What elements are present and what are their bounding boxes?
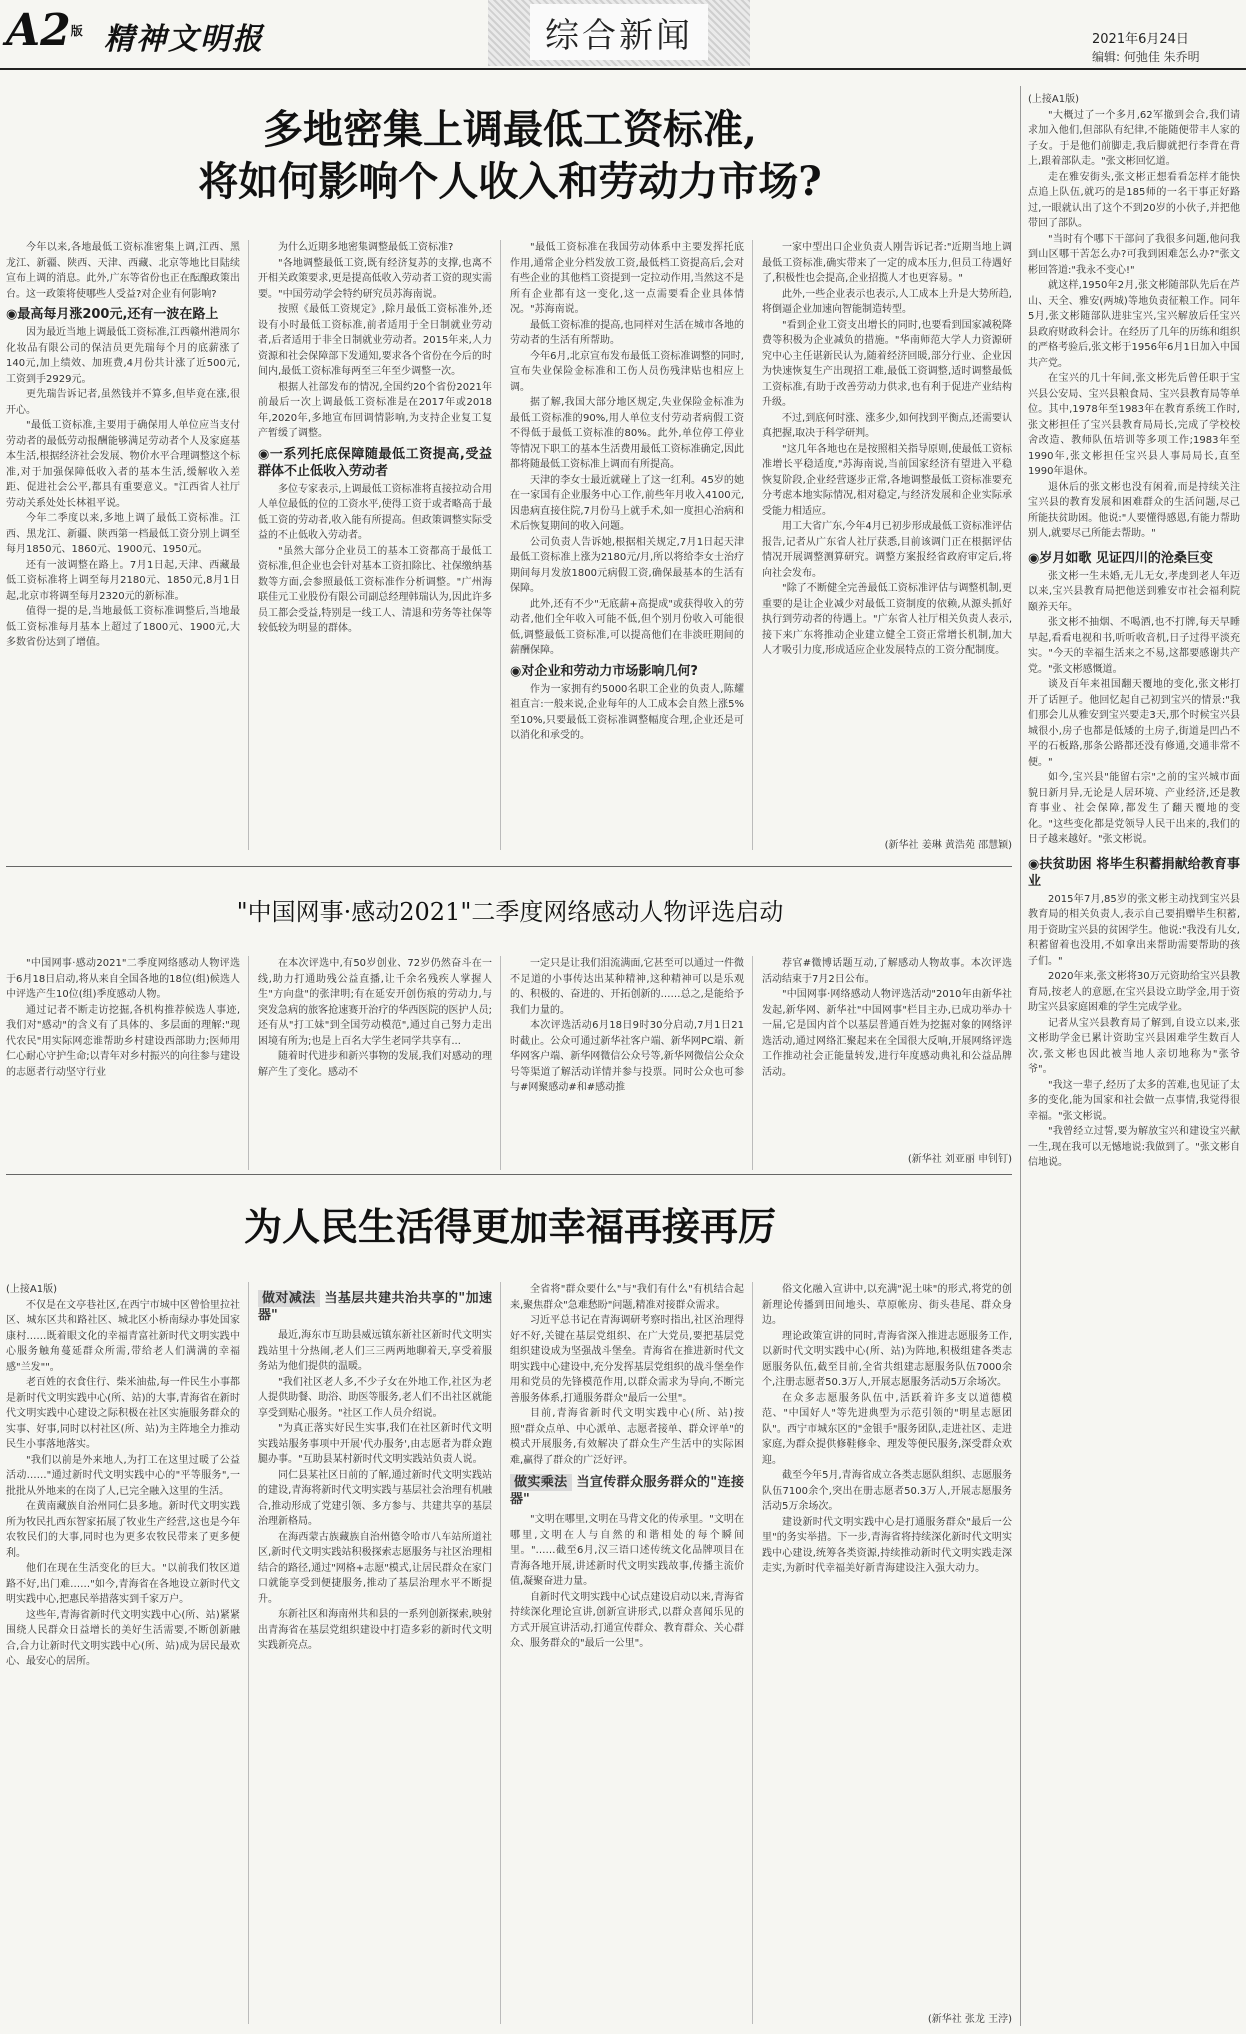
article3-byline: (新华社 张龙 王浡)	[927, 2014, 1012, 2025]
article2-paragraph: 通过记者不断走访挖掘,各机构推荐候选人事迹,我们对"感动"的含义有了具体的、多层面的理解:"现代农民"用实际网恋谁帮助乡村建设西部助力;医师用仁心耐心守护生命;以青年对乡村振兴的向往参与建设的志愿者行动坚守行业	[6, 1004, 240, 1078]
article1-paragraph: 此外,一些企业表示也表示,人工成本上升是大势所趋,将倒逼企业加速向智能制造转型。	[762, 288, 1012, 315]
article2-byline: (新华社 刘亚丽 申钊钉)	[907, 1154, 1012, 1165]
article-divider	[6, 866, 1012, 867]
article2-paragraph: 在本次评选中,有50岁创业、72岁仍然奋斗在一线,助力打通助残公益直播,让千余名残疾人掌握人生"方向盘"的张津明;有在延安开创伤痕的劳动力,与突发急病的旅客抢速赛开治疗的华西医院的医护人员;还有从"打工妹"到全国劳动模范",通过自己努力走出困境有所为;也是上百名大学生老同学共享有...	[258, 958, 492, 1047]
section-banner-box	[530, 4, 708, 60]
article1-headline-line2: 将如何影响个人收入和劳动力市场?	[198, 158, 822, 205]
article1-paragraph: "看到企业工资支出增长的同时,也要看到国家减税降费等积极为企业减负的措施。"华南师范大学人力资源研究中心主任谌新民认为,随着经济回暖,部分行业、企业因为快速恢复生产出现招工难,最低工资调整,适时调整最低工资标准,有助于改善劳动力供求,也有利于促进产业结构升级。	[762, 319, 1012, 408]
article1-col1	[6, 240, 240, 850]
article1-headline	[0, 104, 1020, 208]
article3-col3	[510, 1282, 744, 2024]
article2-paragraph: 随着时代进步和新兴事物的发展,我们对感动的理解产生了变化。感动不	[258, 1051, 492, 1078]
article3-subhead-2-text: 当宣传群众服务群众的"连接器"	[510, 1475, 744, 1507]
sidebar-paragraph: 就这样,1950年2月,张文彬随部队先后在芦山、天全、雅安(两城)等地负责征粮工作。同年5月,张文彬随部队进驻宝兴,宝兴解放后任宝兴县政府财政科会计。在经历了几年的历练和组织的严格考验后,张文彬于1956年6月1日加入中国共产党。	[1028, 280, 1240, 369]
header-rule	[0, 68, 1246, 70]
article2-col3	[510, 956, 744, 1170]
sidebar-paragraph: "我曾经立过誓,要为解放宝兴和建设宝兴献一生,现在我可以无憾地说:我做到了。"张文彬自信地说。	[1028, 1126, 1240, 1168]
issue-date: 2021年6月24日	[1092, 32, 1189, 47]
article1-subhead-2: ◉ 一系列托底保障随最低工资提高,受益群体不止低收入劳动者	[258, 446, 492, 480]
article3-paragraph: 他们在现在生活变化的巨大。"以前我们牧区道路不好,出门难……"如今,青海省在各地设立新时代文明实践中心,把惠民举措落实到千家万户。	[6, 1563, 240, 1605]
article1-paragraph: 多位专家表示,上调最低工资标准将直接拉动合用人单位最低的位的工资水平,使得工资于或者略高于最低工资的劳动者,收入能有所提高。但政策调整实际受益的不止低收入劳动者。	[258, 483, 492, 541]
article1-paragraph: 值得一提的是,当地最低工资标准调整后,当地最低工资标准每月基本上超过了1800元、1900元,大多数省份达到了增值。	[6, 606, 240, 648]
article1-paragraph: 因为最近当地上调最低工资标准,江西赣州港周尔化妆品有限公司的保洁员更先瑞每个月的底薪涨了140元,加上绩效、加班费,4月份共计涨了近500元,工资到手2929元。	[6, 327, 240, 385]
section-title: 综合新闻	[545, 15, 693, 56]
article3-col2	[258, 1290, 492, 2024]
article2-col4	[762, 956, 1012, 1146]
article3-paragraph: 俗文化融入宣讲中,以充满"泥土味"的形式,将党的创新理论传播到田间地头、草原帐房、街头巷尾、群众身边。	[762, 1284, 1012, 1326]
article3-paragraph: 老百姓的衣食住行、柴米油盐,每一件民生小事都是新时代文明实践中心(所、站)的大事,青海省在新时代文明实践中心建设之际积极在社区实施服务群众的实事、好事,同时以村社区(所、站)为主阵地全力推动民生小事落地落实。	[6, 1377, 240, 1450]
article3-paragraph: 在众多志愿服务队伍中,活跃着许多支以道德模范、"中国好人"等先进典型为示范引领的"明星志愿团队"。西宁市城东区的"金银手"服务团队,走进社区、走进家庭,为群众提供修鞋修伞、理发等便民服务,深受群众欢迎。	[762, 1392, 1012, 1466]
article1-paragraph: 天津的李女士最近就碰上了这一红利。45岁的她在一家国有企业服务中心工作,前些年月收入4100元,因患病直接住院,7月份马上就手术,如一度担心治病和术后恢复期间的收入问题。	[510, 474, 744, 532]
sidebar-paragraph: 退休后的张文彬也没有闲着,而是持续关注宝兴县的教育发展和困难群众的生活问题,尽己所能扶贫助困。他说:"人要懂得感恩,有能力帮助别人,就要尽己所能去帮助。"	[1028, 481, 1240, 539]
sidebar-paragraph: 如今,宝兴县"能留右宗"之前的宝兴城市面貌日新月异,无论是人居环境、产业经济,还是教育事业、社会保障,都发生了翻天覆地的变化。"这些变化都是党领导人民干出来的,我们的日子越来越好。"张文彬说。	[1028, 772, 1240, 845]
column-rule	[752, 240, 753, 850]
article1-byline: (新华社 姜琳 黄浩苑 邵慧颖)	[884, 840, 1012, 851]
column-rule	[248, 240, 249, 850]
column-rule	[500, 1282, 501, 2024]
article3-headline: 为人民生活得更加幸福再接再厉	[243, 1204, 776, 1249]
article3-subhead-1-text: 当基层共建共治共享的"加速器"	[258, 1291, 492, 1323]
sidebar-subhead-1: ◉ 岁月如歌 见证四川的沧桑巨变	[1028, 550, 1240, 567]
page-number-suffix: 版	[70, 24, 83, 38]
article1-subhead-1: ◉ 最高每月涨200元,还有一波在路上	[6, 306, 240, 323]
sidebar-paragraph: 记者从宝兴县教育局了解到,自设立以来,张文彬助学金已累计资助宝兴县困难学生数百人次,张文彬也因此被当地人亲切地称为"张爷爷"。	[1028, 1017, 1240, 1075]
article1-paragraph: 作为一家拥有约5000名职工企业的负责人,陈耀祖直言:一般来说,企业每年的人工成本会自然上涨5%至10%,只要最低工资标准调整幅度合理,企业还是可以消化和承受的。	[510, 683, 744, 741]
article1-paragraph: "最低工资标准在我国劳动体系中主要发挥托底作用,通常企业分档发放工资,最低档工资提高后,会对有些企业的其他档工资提到一定拉动作用,当然这不是所有企业都有这一变化,这一点需要看企业具体情况。"苏海南说。	[510, 242, 744, 315]
article3-continued: (上接A1版)	[6, 1284, 58, 1295]
article3-col4	[762, 1282, 1012, 2002]
article1-paragraph: 据了解,我国大部分地区规定,失业保险金标准为最低工资标准的90%,用人单位支付劳动者病假工资不得低于最低工资标准的80%。此外,单位停工停业等情况下职工的基本生活费用最低工资标准确定,因此都将随最低工资标准上调而有所提高。	[510, 397, 744, 470]
article1-paragraph: 按照《最低工资规定》,除月最低工资标准外,还设有小时最低工资标准,前者适用于全日制就业劳动者,后者适用于非全日制就业劳动者。2015年来,人力资源和社会保障部下发通知,要求各个省份在今后的时间内,最低工资标准每两至三年至少调整一次。	[258, 304, 492, 377]
sidebar-paragraph: "我这一辈子,经历了太多的苦难,也见证了太多的变化,能为国家和社会做一点事情,我觉得很幸福。"张文彬说。	[1028, 1079, 1240, 1122]
article1-paragraph: 此外,还有不少"无底薪+高提成"或获得收入的劳动者,他们全年收入可能不低,但个别月份收入可能很低,调整最低工资标准,可以提高他们在非淡旺期间的薪酬保障。	[510, 598, 744, 656]
article1-paragraph: 今年6月,北京宣布发布最低工资标准调整的同时,宣布失业保险金标准和工伤人员伤残津贴也相应上调。	[510, 350, 744, 393]
article1-col4	[762, 240, 1012, 832]
article3-paragraph: 截至今年5月,青海省成立各类志愿队组织、志愿服务队伍7100余个,突出在册志愿者50.3万人,开展志愿服务活动5万余场次。	[762, 1470, 1012, 1512]
article3-paragraph: 不仅是在文亭巷社区,在西宁市城中区曾恰里拉社区、城东区共和路社区、城北区小桥南绿办事处国家康村……既着眼文化的幸福青富社新时代文明实践中心服务触角蔓延群众所需,带给老人们满满的幸福感"兰发""。	[6, 1299, 240, 1373]
article1-paragraph: 更先瑞告诉记者,虽然钱并不算多,但毕竟在涨,很开心。	[6, 389, 240, 416]
editor-line: 编辑: 何弛佳 朱乔明	[1092, 50, 1200, 64]
column-rule	[500, 240, 501, 850]
article1-paragraph: "各地调整最低工资,既有经济复苏的支撑,也离不开相关政策要求,更是提高低收入劳动者工资的现实需要。"中国劳动学会特约研究员苏海南说。	[258, 257, 492, 300]
sidebar-paragraph: 在宝兴的几十年间,张文彬先后曾任职于宝兴县公安局、宝兴县粮食局、宝兴县教育局等单位。其中,1978年至1983年在教育系统工作时,张文彬担任了宝兴县教育局局长,完成了学校校舍改造、教师队伍培训等多项工作;1983年至1990年,张文彬担任宝兴县人事局局长,直至1990年退休。	[1028, 373, 1240, 477]
article1-paragraph: 还有一波调整在路上。7月1日起,天津、西藏最低工资标准将上调至每月2180元、1850元,8月1日起,北京市将调至每月2320元的新标准。	[6, 559, 240, 602]
article1-paragraph: 公司负责人告诉她,根据相关规定,7月1日起天津最低工资标准上涨为2180元/月,所以将给李女士治疗期间每月发放1800元病假工资,确保最基本的生活有保障。	[510, 536, 744, 594]
article3-paragraph: 目前,青海省新时代文明实践中心(所、站)按照"群众点单、中心派单、志愿者接单、群众评单"的模式开展服务,有效解决了群众生产生活中的实际困难,赢得了群众的广泛好评。	[510, 1408, 744, 1466]
article1-lead: 今年以来,各地最低工资标准密集上调,江西、黑龙江、新疆、陕西、天津、西藏、北京等地比目陆续宣布上调的消息。此外,广东等省份也正在酝酿政策出台。这一政策将使哪些人受益?对企业有何影响?	[6, 242, 240, 300]
article3-paragraph: 在海西蒙古族藏族自治州德令哈市八车站所道社区,新时代文明实践站积极探索志愿服务与社区治理相结合的路径,通过"网格+志愿"模式,让居民群众在家门口就能享受到便捷服务,推动了基层治理水平不断提升。	[258, 1531, 492, 1605]
article3-paragraph: 习近平总书记在青海调研考察时指出,社区治理得好不好,关键在基层党组织、在广大党员,要把基层党组织建设成为坚强战斗堡垒。青海省在推进新时代文明实践中心建设中,充分发挥基层党组织的战斗堡垒作用和党员的先锋模范作用,以群众需求为导向,不断完善服务体系,打通服务群众"最后一公里"。	[510, 1315, 744, 1404]
article2-paragraph: 一定只是让我们泪流满面,它甚至可以通过一件微不足道的小事传达出某种精神,这种精神可以是乐观的、积极的、奋进的、开拓创新的……总之,是能给予我们力量的。	[510, 958, 744, 1016]
article3-paragraph: "我们以前是外来地人,为打工在这里过暖了公益活动……"通过新时代文明实践中心的"平等服务",一批批从外地来的在岗了人,已完全融入这里的生活。	[6, 1454, 240, 1497]
article1-paragraph: 用工大省广东,今年4月已初步形成最低工资标准评估报告,记者从广东省人社厅获悉,目前该调门正在根据评估情况开展调整测算研究。调整方案报经省政府审定后,将向社会发布。	[762, 521, 1012, 579]
article3-paragraph: "文明在哪里,文明在马背文化的传承里。"文明在哪里,文明在人与自然的和谐相处的每个瞬间里。"……截至6月,汉三语口述传统文化品牌项目在青海各地开展,讲述新时代文明实践故事,传播主流价值,凝聚奋进力量。	[510, 1514, 744, 1587]
article1-paragraph: "虽然大部分企业员工的基本工资都高于最低工资标准,但企业也会针对基本工资扣除比、社保缴纳基数等方面,会参照最低工资标准作分析调整。"广州海联佳元工业股份有限公司副总经理韩瑞认为,因此许多员工都会受益,特别是一线工人、清退和劳务等社保等较低较为明显的群体。	[258, 545, 492, 634]
page-number	[6, 6, 83, 56]
article3-col1	[6, 1282, 240, 2024]
article3-paragraph: 理论政策宣讲的同时,青海省深入推进志愿服务工作,以新时代文明实践中心(所、站)为阵地,积极组建各类志愿服务队伍,截至目前,全省共组建志愿服务队伍7000余个,注册志愿者50.3万人,开展志愿服务活动5万余场次。	[762, 1330, 1012, 1388]
article3-paragraph: 自新时代文明实践中心试点建设启动以来,青海省持续深化理论宣讲,创新宣讲形式,以群众喜闻乐见的方式开展宣讲活动,打通宣传群众、教育群众、关心群众、服务群众的"最后一公里"。	[510, 1591, 744, 1649]
column-rule	[248, 1282, 249, 2024]
article1-paragraph: 不过,到底何时涨、涨多少,如何找到平衡点,还需要认真把握,取决于科学研判。	[762, 412, 1012, 439]
section-banner	[488, 0, 750, 66]
article3-subhead-1-tag: 做对减法	[258, 1290, 320, 1307]
column-rule	[752, 1282, 753, 2024]
article1-subhead-3: ◉ 对企业和劳动力市场影响几何?	[510, 663, 744, 680]
article1-paragraph: 今年二季度以来,多地上调了最低工资标准。江西、黑龙江、新疆、陕西第一档最低工资分别上调至每月1850元、1860元、1900元、1950元。	[6, 513, 240, 555]
page-number-value: A2	[6, 5, 71, 56]
article3-paragraph: 同仁县某社区日前的了解,通过新时代文明实践站的建设,青海将新时代文明实践与基层社会治理有机融合,推动形成了党建引领、多方参与、共建共享的基层治理新格局。	[258, 1469, 492, 1527]
article3-paragraph: "为真正落实好民生实事,我们在社区新时代文明实践站服务事项中开展'代办服务',由志愿者为群众跑腿办事。"互助县某村新时代文明实践站负责人说。	[258, 1423, 492, 1465]
sidebar-paragraph: 张文彬一生未婚,无儿无女,孝虔到老人年迈以来,宝兴县教育局把他送到雅安市社会福利院颐养天年。	[1028, 570, 1240, 613]
sidebar-paragraph: 2015年7月,85岁的张文彬主动找到宝兴县教育局的相关负责人,表示自己要捐赠毕生积蓄,用于资助宝兴县的贫困学生。他说:"我没有儿女,积蓄留着也没用,不如拿出来帮助需要帮助的孩子们。"	[1028, 893, 1240, 967]
article3-paragraph: 东新社区和海南州共和县的一系列创新探索,映射出青海省在基层党组织建设中打造多彩的新时代文明实践新亮点。	[258, 1609, 492, 1651]
article3-paragraph: 这些年,青海省新时代文明实践中心(所、站)紧紧围绕人民群众日益增长的美好生活需要,不断创新融合,合力让新时代文明实践中心(所、站)成为居民最欢心、最安心的居所。	[6, 1609, 240, 1667]
article3-subhead-1	[258, 1290, 492, 1324]
article1-paragraph: 一家中型出口企业负责人刚告诉记者:"近期当地上调最低工资标准,确实带来了一定的成本压力,但员工待遇好了,积极性也会提高,企业招揽人才也更容易。"	[762, 242, 1012, 284]
sidebar-divider	[1020, 86, 1021, 2026]
article2-headline: "中国网事·感动2021"二季度网络感动人物评选启动	[236, 898, 784, 926]
article1-headline-line1: 多地密集上调最低工资标准,	[263, 106, 757, 153]
article2-col1	[6, 956, 240, 1170]
column-rule	[752, 956, 753, 1170]
sidebar-paragraph: 张文彬不抽烟、不喝酒,也不打牌,每天早睡早起,看看电视和书,听听收音机,日子过得平淡充实。"今天的幸福生活来之不易,这都要感谢共产党。"张文彬感慨道。	[1028, 617, 1240, 675]
sidebar-paragraph: 走在雅安街头,张文彬正想看看怎样才能快点追上队伍,就巧的是185师的一名干事正好路过,一眼就认出了这个不到20岁的小伙子,并把他带回了部队。	[1028, 171, 1240, 229]
article3-paragraph: 最近,海东市互助县威远镇东新社区新时代文明实践站里十分热闹,老人们三三两两地聊着天,享受着服务站为他们提供的温暖。	[258, 1330, 492, 1372]
article3-paragraph: "我们社区老人多,不少子女在外地工作,社区为老人提供助餐、助浴、助医等服务,老人们不出社区就能享受到贴心服务。"社区工作人员介绍说。	[258, 1376, 492, 1419]
article2-paragraph: 荐官#微博话题互动,了解感动人物故事。本次评选活动结束于7月2日公布。	[762, 958, 1012, 985]
column-rule	[248, 956, 249, 1170]
sidebar-paragraph: 谈及百年来祖国翻天覆地的变化,张文彬打开了话匣子。他回忆起自己初到宝兴的情景:"我们那会儿从雅安到宝兴要走3天,那个时候宝兴县城很小,房子也都是低矮的土房子,街道是凹凸不平的石板路,那条公路都还没有修通,交通非常不便。"	[1028, 679, 1240, 768]
column-rule	[500, 956, 501, 1170]
sidebar-subhead-2: ◉ 扶贫助困 将毕生积蓄捐献给教育事业	[1028, 856, 1240, 890]
masthead	[0, 0, 1246, 68]
article-divider	[6, 1174, 1012, 1175]
article2-paragraph: "中国网事·感动2021"二季度网络感动人物评选于6月18日启动,将从来自全国各地的18位(组)候选人中评选产生10位(组)季度感动人物。	[6, 958, 240, 1000]
article1-paragraph: 为什么近期多地密集调整最低工资标准?	[278, 242, 454, 253]
article3-paragraph: 建设新时代文明实践中心是打通服务群众"最后一公里"的务实举措。下一步,青海省将持续深化新时代文明实践中心建设,统筹各类资源,持续推动新时代文明实践走深走实,为新时代幸福美好新青海建设注入强大动力。	[762, 1516, 1012, 1574]
article1-paragraph: 根据人社部发布的情况,全国约20个省份2021年前最后一次上调最低工资标准是在2017年或2018年,2020年,多地宣布回调情影响,为支持企业复工复产暂缓了调整。	[258, 381, 492, 439]
paper-name: 精神文明报	[104, 22, 264, 57]
article3-subhead-2-tag: 做实乘法	[510, 1474, 572, 1491]
article1-col2	[258, 240, 492, 850]
article1-col3	[510, 240, 744, 850]
article1-paragraph: "这几年各地也在是按照相关指导原则,使最低工资标准增长平稳适度,"苏海南说,当前国家经济有望进入平稳恢复阶段,企业经营逐步正常,各地调整最低工资标准要充分考虑本地实际情况,相对稳定,与经济发展和企业实际承受能力相适应。	[762, 443, 1012, 517]
sidebar-paragraph: 2020年来,张文彬将30万元资助给宝兴县教育局,按老人的意愿,在宝兴县设立助学金,用于资助宝兴县家庭困难的学生完成学业。	[1028, 971, 1240, 1013]
article2-paragraph: 本次评选活动6月18日9时30分启动,7月1日21时截止。公众可通过新华社客户端、新华网PC端、新华网客户端、新华网微信公众号等,新华网微信公众众号等渠道了解活动详情并参与投票。同时公众也可参与#网聚感动#和#感动推	[510, 1020, 744, 1093]
sidebar-continued: (上接A1版)	[1028, 94, 1080, 105]
article3-paragraph: 全省将"群众要什么"与"我们有什么"有机结合起来,聚焦群众"急难愁盼"问题,精准对接群众需求。	[510, 1284, 744, 1311]
article2-paragraph: "中国网事·网络感动人物评选活动"2010年由新华社发起,新华网、新华社"中国网事"栏目主办,已成功举办十一届,它是国内首个以基层普通百姓为挖掘对象的网络评选活动,通过网络汇聚起来在全国很大反响,开展网络评选工作推动社会正能量转发,进行年度感动典礼和公益品牌活动。	[762, 989, 1012, 1078]
article3-paragraph: 在黄南藏族自治州同仁县多地。新时代文明实践所为牧民扎西东智家拓展了牧业生产经营,这也是今年农牧民们的大事,同时也为更多农牧民带来了更多便利。	[6, 1501, 240, 1559]
sidebar-paragraph: "大概过了一个多月,62军撤到会合,我们请求加入他们,但部队有纪律,不能随便带丰人家的子女。于是他们前脚走,我后脚就把行李背在背上,跟着部队走。"张文彬回忆道。	[1028, 109, 1240, 167]
sidebar-paragraph: "当时有个哪下干部问了我很多问题,他问我到山区哪干苦怎么办?可我到困难怎么办?"张文彬回答道:"我永不变心!"	[1028, 233, 1240, 276]
sidebar-continued-story	[1028, 92, 1240, 2026]
article1-paragraph: "除了不断健全完善最低工资标准评估与调整机制,更重要的是让企业减少对最低工资制度的依赖,从源头抓好执行到劳动者的待遇上。"广东省人社厅相关负责人表示,接下来广东将推动企业建立健全工资正常增长机制,加大人才吸引力度,形成适应企业发展特点的工资分配制度。	[762, 583, 1012, 656]
article1-paragraph: 最低工资标准的提高,也同样对生活在城市各地的劳动者的生活有所帮助。	[510, 319, 744, 346]
article2-col2	[258, 956, 492, 1170]
article1-paragraph: "最低工资标准,主要用于确保用人单位应当支付劳动者的最低劳动报酬能够满足劳动者个人及家庭基本生活,根据经济社会发展、物价水平合理调整这个标准,对于加强保障低收入者的基本生活,缓解收入差距、促进社会公平,都具有重要意义。"江西省人社厅劳动关系处处长林祖平说。	[6, 420, 240, 509]
article3-subhead-2	[510, 1474, 744, 1508]
